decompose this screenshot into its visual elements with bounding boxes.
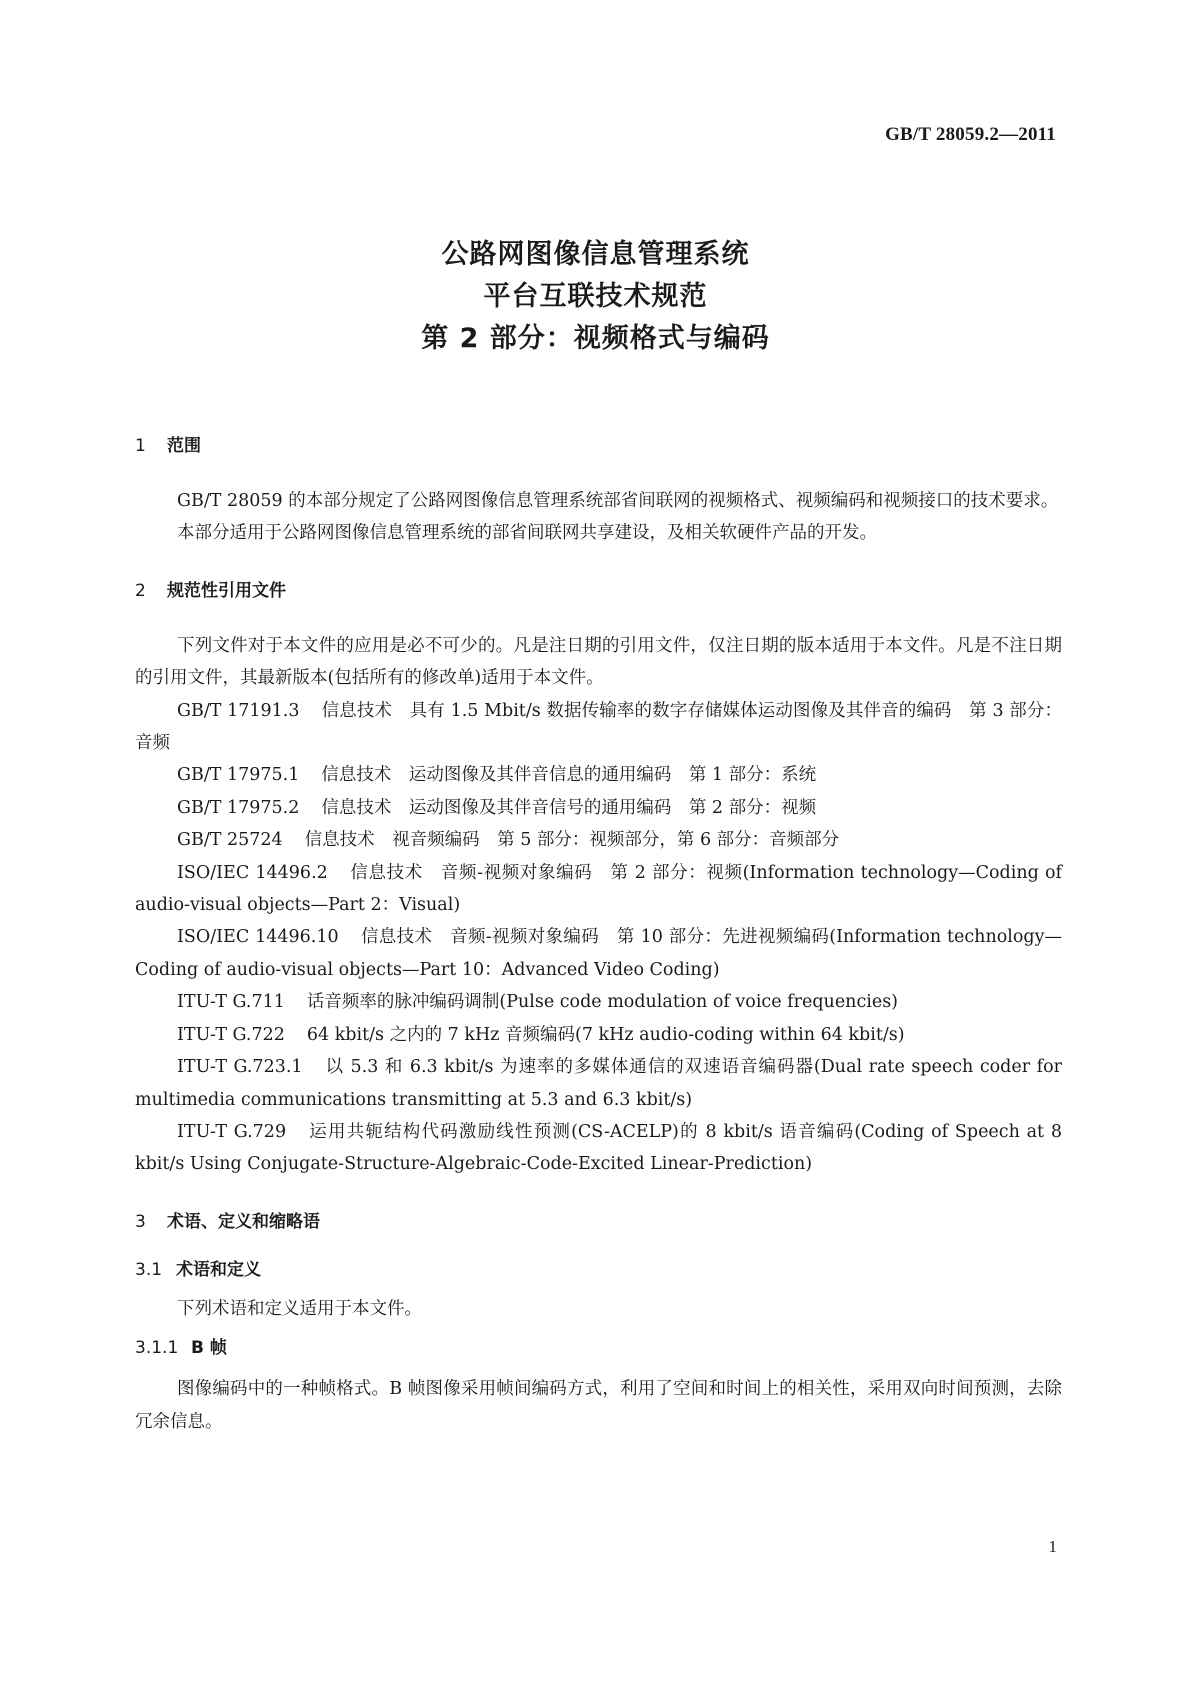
subsection-title: 术语和定义 (176, 1259, 261, 1280)
reference-title: 运用共轭结构代码激励线性预测(CS-ACELP)的 8 kbit/s 语音编码(Coding of Speech at 8 kbit/s Using Conjugate-Structure-Algebraic-Code-Excited Linear-Prediction) (135, 1121, 1062, 1175)
reference-item (135, 986, 1062, 1018)
paragraph: 下列术语和定义适用于本文件。 (177, 1298, 422, 1319)
reference-title: 信息技术 具有 1.5 Mbit/s 数据传输率的数字存储媒体运动图像及其伴音的编码 第 3 部分：音频 (135, 700, 1063, 754)
reference-title: 64 kbit/s 之内的 7 kHz 音频编码(7 kHz audio-coding within 64 kbit/s) (306, 1024, 905, 1045)
subsection-number: 3.1 (135, 1259, 163, 1280)
reference-title: 信息技术 运动图像及其伴音信息的通用编码 第 1 部分：系统 (321, 765, 817, 786)
reference-item (135, 824, 1062, 856)
section-1-heading (135, 433, 1062, 459)
section-number: 3 (135, 1211, 146, 1232)
section-number: 2 (135, 580, 146, 601)
paragraph: 本部分适用于公路网图像信息管理系统的部省间联网共享建设，及相关软硬件产品的开发。 (177, 523, 877, 544)
reference-code: ITU-T G.711 (177, 992, 285, 1013)
page-number: 1 (1048, 1537, 1057, 1556)
term-3-1-1-heading (135, 1335, 1062, 1361)
section-number: 1 (135, 436, 146, 456)
section-title: 规范性引用文件 (167, 580, 286, 601)
reference-title: 话音频率的脉冲编码调制(Pulse code modulation of voice frequencies) (306, 992, 899, 1013)
reference-item (135, 921, 1062, 986)
term-definition: 图像编码中的一种帧格式。B 帧图像采用帧间编码方式，利用了空间和时间上的相关性，采用双向时间预测，去除冗余信息。 (135, 1379, 1062, 1432)
paragraph: GB/T 28059 的本部分规定了公路网图像信息管理系统部省间联网的视频格式、视频编码和视频接口的技术要求。 (177, 491, 1059, 511)
document-title (0, 234, 1191, 360)
reference-code: GB/T 17975.2 (177, 797, 300, 818)
reference-title: 信息技术 运动图像及其伴音信号的通用编码 第 2 部分：视频 (321, 797, 817, 818)
reference-title: 以 5.3 和 6.3 kbit/s 为速率的多媒体通信的双速语音编码器(Dual rate speech coder for multimedia communications transmitting at 5.3 and 6.3 kbit/s) (135, 1057, 1062, 1110)
subsection-3-1-heading (135, 1257, 1062, 1283)
reference-code: ISO/IEC 14496.2 (177, 862, 328, 883)
reference-title: 信息技术 音频-视频对象编码 第 2 部分：视频(Information technology—Coding of audio-visual objects—Part 2：Visual) (135, 862, 1062, 916)
reference-item (135, 695, 1062, 760)
reference-item (135, 1019, 1062, 1051)
section-3-heading (135, 1209, 1062, 1235)
reference-code: ITU-T G.729 (177, 1121, 287, 1142)
reference-title: 信息技术 音频-视频对象编码 第 10 部分：先进视频编码(Information technology—Coding of audio-visual objects—Part 10：Advanced Video Coding) (135, 927, 1062, 980)
standard-code: GB/T 28059.2—2011 (885, 124, 1056, 145)
reference-item (135, 759, 1062, 791)
section-title: 术语、定义和缩略语 (167, 1211, 320, 1232)
reference-item (135, 1116, 1062, 1181)
reference-title: 信息技术 视音频编码 第 5 部分：视频部分，第 6 部分：音频部分 (304, 830, 840, 851)
section-title: 范围 (167, 436, 201, 456)
document-body (135, 433, 1062, 1438)
reference-item (135, 857, 1062, 922)
reference-code: GB/T 25724 (177, 830, 283, 851)
reference-code: ISO/IEC 14496.10 (177, 927, 339, 948)
reference-code: GB/T 17191.3 (177, 700, 300, 721)
reference-item (135, 1051, 1062, 1116)
term-title: B 帧 (191, 1338, 227, 1359)
reference-code: GB/T 17975.1 (177, 765, 300, 786)
title-line-3: 第 2 部分：视频格式与编码 (421, 323, 770, 354)
reference-code: ITU-T G.723.1 (177, 1057, 303, 1078)
section-2-heading (135, 578, 1062, 604)
reference-code: ITU-T G.722 (177, 1024, 285, 1045)
title-line-1: 公路网图像信息管理系统 (441, 239, 750, 270)
paragraph: 下列文件对于本文件的应用是必不可少的。凡是注日期的引用文件，仅注日期的版本适用于本文件。凡是不注日期的引用文件，其最新版本(包括所有的修改单)适用于本文件。 (135, 635, 1062, 689)
term-number: 3.1.1 (135, 1338, 179, 1359)
reference-item (135, 792, 1062, 824)
title-line-2: 平台互联技术规范 (483, 281, 708, 312)
